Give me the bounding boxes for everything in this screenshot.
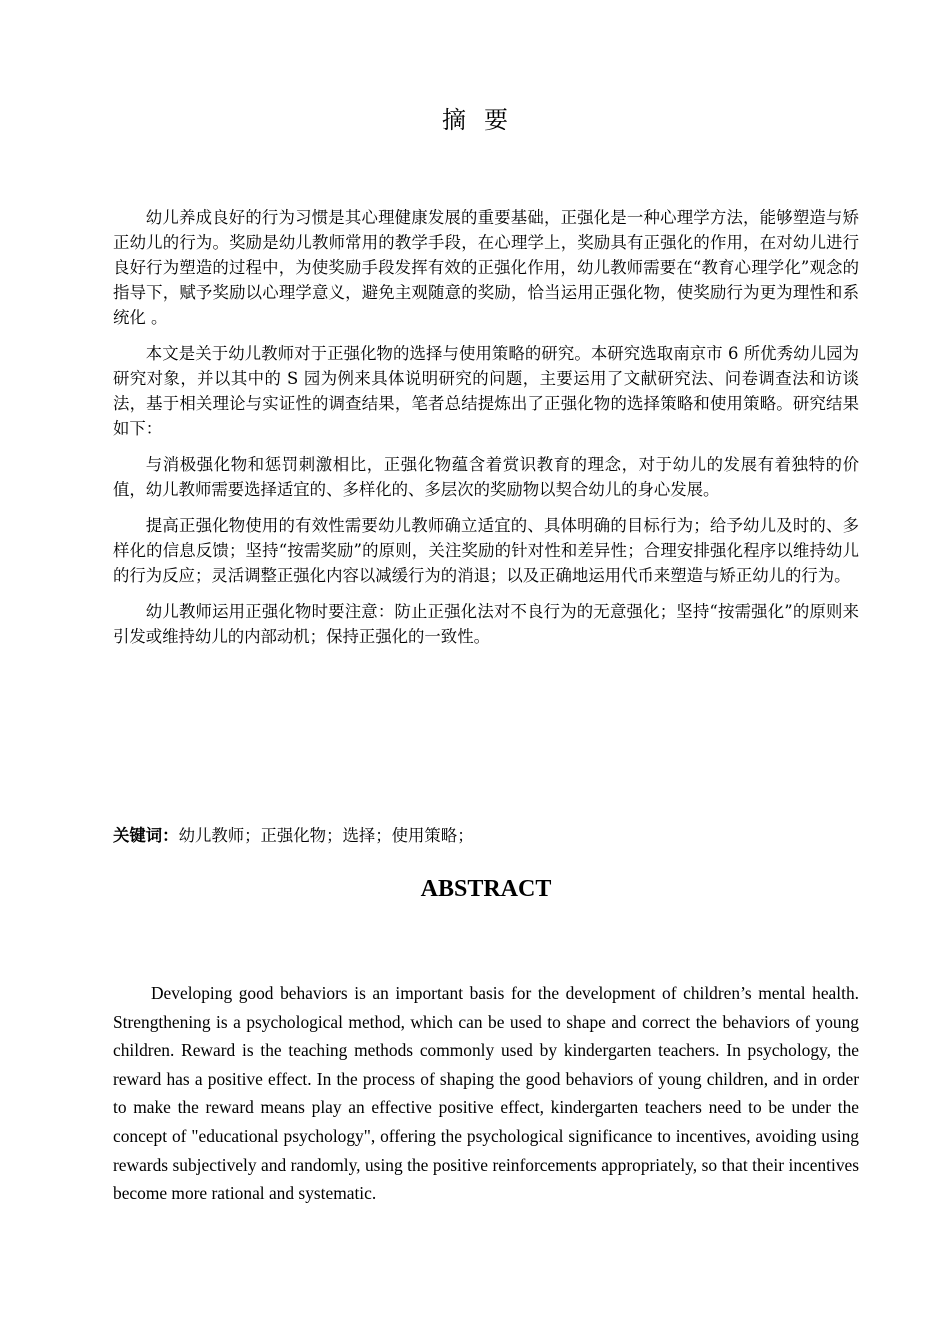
keywords-label: 关键词： [113,826,179,845]
keywords-line [113,823,859,848]
abstract-en-title: ABSTRACT [420,876,552,902]
abstract-cn-paragraph-3: 与消极强化物和惩罚刺激相比，正强化物蕴含着赏识教育的理念，对于幼儿的发展有着独特的价值，幼儿教师需要选择适宜的、多样化的、多层次的奖励物以契合幼儿的身心发展。 [113,455,859,499]
abstract-cn-paragraph-4: 提高正强化物使用的有效性需要幼儿教师确立适宜的、具体明确的目标行为；给予幼儿及时的、多样化的信息反馈；坚持“按需奖励”的原则，关注奖励的针对性和差异性；合理安排强化程序以维持幼儿的行为反应；灵活调整正强化内容以减缓行为的消退；以及正确地运用代币来塑造与矫正幼儿的行为。 [113,516,859,585]
keywords-value: 幼儿教师；正强化物；选择；使用策略； [178,826,474,845]
abstract-en-body [113,979,859,1208]
abstract-cn-paragraph-5: 幼儿教师运用正强化物时要注意：防止正强化法对不良行为的无意强化；坚持“按需强化”的原则来引发或维持幼儿的内部动机；保持正强化的一致性。 [113,602,859,646]
abstract-cn-paragraph-2: 本文是关于幼儿教师对于正强化物的选择与使用策略的研究。本研究选取南京市 6 所优秀幼儿园为研究对象，并以其中的 S 园为例来具体说明研究的问题，主要运用了文献研究法、问卷调查法和访谈法，基于相关理论与实证性的调查结果，笔者总结提炼出了正强化物的选择策略和使用策略。研究结果如下： [113,344,859,438]
abstract-cn-paragraph-1: 幼儿养成良好的行为习惯是其心理健康发展的重要基础，正强化是一种心理学方法，能够塑造与矫正幼儿的行为。奖励是幼儿教师常用的教学手段，在心理学上，奖励具有正强化的作用，在对幼儿进行良好行为塑造的过程中，为使奖励手段发挥有效的正强化作用，幼儿教师需要在“教育心理学化”观念的指导下，赋予奖励以心理学意义，避免主观随意的奖励，恰当运用正强化物，使奖励行为更为理性和系统化 。 [113,208,859,327]
abstract-cn-body [113,205,859,660]
abstract-cn-title: 摘要 [442,106,526,134]
abstract-en-paragraph-1: Developing good behaviors is an important basis for the development of children’s mental health. Strengthening is a psychological method, which can be used to shape and correct the behaviors of young children. Reward is the teaching methods commonly used by kindergarten teachers. In psychology, the reward has a positive effect. In the process of shaping the good behaviors of young children, and in order to make the reward means play an effective positive effect, kindergarten teachers need to be under the concept of "educational psychology", offering the psychological significance to incentives, avoiding using rewards subjectively and randomly, using the positive reinforcements appropriately, so that their incentives become more rational and systematic. [113,983,859,1204]
